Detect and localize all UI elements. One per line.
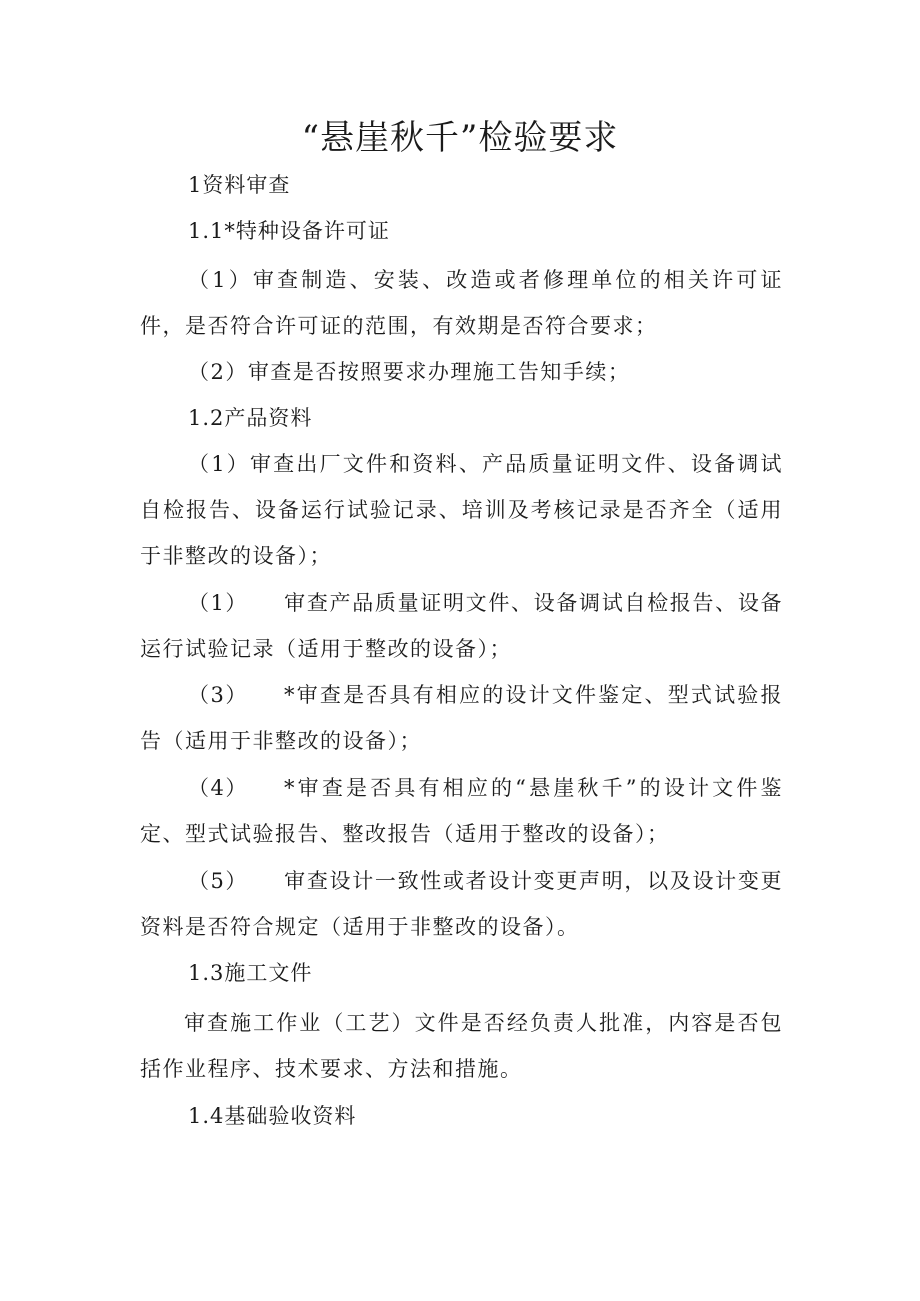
item-text: *审查是否具有相应的设计文件鉴定、型式试验报告（适用于非整改的设备）；	[140, 683, 783, 753]
item-text: 审查设计一致性或者设计变更声明，以及设计变更资料是否符合规定（适用于非整改的设备）。	[140, 869, 783, 939]
item-number: （3）	[188, 683, 248, 707]
item-number: （4）	[188, 776, 248, 800]
paragraph-1-2-item-3	[140, 672, 783, 764]
paragraph-1-1-item-2: （2）审查是否按照要求办理施工告知手续；	[188, 360, 631, 384]
paragraph-1-2-item-4	[140, 765, 783, 857]
section-heading-1-3: 1.3施工文件	[188, 961, 313, 985]
paragraph-1-2-item-1: （1）审查出厂文件和资料、产品质量证明文件、设备调试自检报告、设备运行试验记录、培训及考核记录是否齐全（适用于非整改的设备）；	[140, 452, 783, 568]
paragraph-1-2-item-5	[140, 858, 783, 950]
paragraph-1-2-item-2	[140, 580, 783, 672]
item-number: （5）	[188, 869, 248, 893]
paragraph-1-1-item-1: （1）审查制造、安装、改造或者修理单位的相关许可证件，是否符合许可证的范围，有效期是否符合要求；	[140, 268, 783, 338]
item-text: 审查产品质量证明文件、设备调试自检报告、设备运行试验记录（适用于整改的设备）；	[140, 591, 783, 661]
section-heading-1-2: 1.2产品资料	[188, 406, 313, 430]
document-title: “悬崖秋千”检验要求	[301, 118, 619, 158]
section-heading-1-1: 1.1*特种设备许可证	[188, 219, 390, 243]
item-number: （1）	[188, 591, 248, 615]
section-heading-1: 1资料审查	[188, 173, 291, 197]
paragraph-1-3: 审查施工作业（工艺）文件是否经负责人批准，内容是否包括作业程序、技术要求、方法和措施。	[140, 1011, 783, 1081]
section-heading-1-4: 1.4基础验收资料	[188, 1104, 357, 1128]
item-text: *审查是否具有相应的“悬崖秋千”的设计文件鉴定、型式试验报告、整改报告（适用于整改的设备）；	[140, 776, 783, 846]
